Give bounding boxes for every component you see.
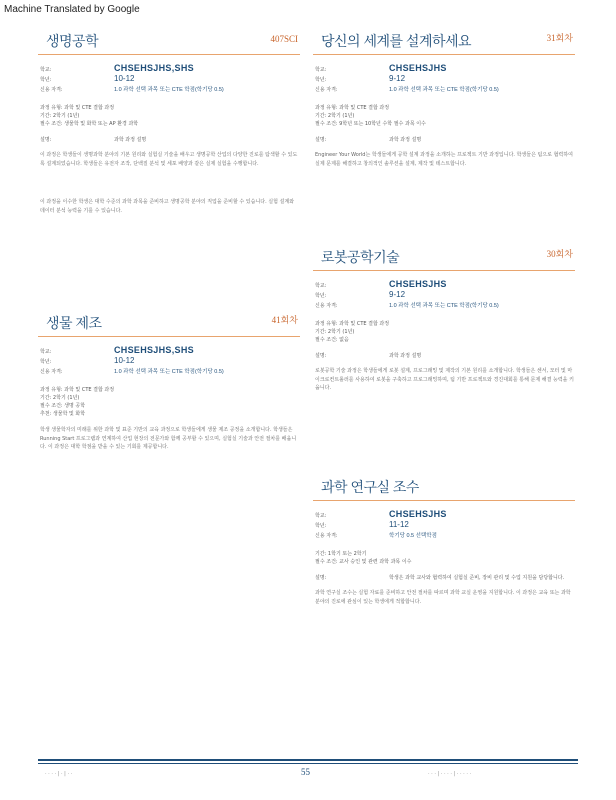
course-description: 로봇공학 기술 과정은 학생들에게 로봇 설계, 프로그래밍 및 제작의 기본 원리를 소개합니다. 학생들은 센서, 모터 및 마이크로컨트롤러를 사용하여 로봇을 구축하고 프로그래밍하며, 팀 기반 프로젝트와 경진대회를 통해 문제 해결 능력을 키웁니다. xyxy=(315,368,574,391)
course-description: 과학 연구실 조수는 실험 자료를 준비하고 안전 절차를 따르며 과학 교실 운영을 지원합니다. 이 과정은 교육 또는 과학 분야의 진로에 관심이 있는 학생에게 적합합니다. xyxy=(315,590,571,605)
course-block-robotics xyxy=(313,246,575,393)
school-value: CHSEHSJHS,SHS xyxy=(114,63,194,73)
course-code: 31회차 xyxy=(546,33,573,43)
course-meta-duration: 기간: 1학기 또는 2학기 xyxy=(315,551,367,557)
course-header xyxy=(38,30,300,55)
course-code: 41회차 xyxy=(271,315,298,325)
grade-value: 11-12 xyxy=(389,520,409,529)
credit-label: 신용 자격: xyxy=(315,87,338,93)
course-meta-duration: 기간: 2학기 (1년) xyxy=(315,329,355,335)
credit-value: 학기당 0.5 선택학점 xyxy=(389,533,437,539)
footer-left-text: · · · · | · | · · xyxy=(45,771,73,777)
grade-value: 9-12 xyxy=(389,74,406,83)
description-label: 설명: xyxy=(315,137,327,143)
course-title: 생명공학 xyxy=(46,33,99,49)
grade-label: 학년: xyxy=(40,77,52,83)
course-description: 이 과정을 이수한 학생은 대학 수준의 과학 과목을 준비하고 생명공학 분야의 직업을 준비할 수 있습니다. 실험 설계와 데이터 분석 능력을 기를 수 있습니다. xyxy=(40,199,295,214)
description-subhead: 과학 과정 설명 xyxy=(389,137,422,143)
credit-label: 신용 자격: xyxy=(40,369,63,375)
course-block-science-lab-assistant xyxy=(313,476,575,606)
course-meta-recommended: 추천: 생물학 및 화학 xyxy=(40,411,86,417)
credit-label: 신용 자격: xyxy=(315,303,338,309)
course-title: 당신의 세계를 설계하세요 xyxy=(321,33,472,49)
footer-right-text: · · · | · · · · | · · · · · xyxy=(428,771,472,777)
course-meta-type: 과정 유형: 과학 및 CTE 결합 과정 xyxy=(40,387,115,393)
course-meta-duration: 기간: 2학기 (1년) xyxy=(40,113,80,119)
course-block-biotechnology xyxy=(38,30,300,215)
grade-value: 10-12 xyxy=(114,74,135,83)
course-meta-type: 과정 유형: 과학 및 CTE 결합 과정 xyxy=(40,105,115,111)
page-number: 55 xyxy=(301,767,310,777)
school-label: 학교: xyxy=(315,513,327,519)
credit-value: 1.0 과학 선택 과목 또는 CTE 학점(학기당 0.5) xyxy=(389,87,499,93)
description-label: 설명: xyxy=(315,353,327,359)
course-block-biomanufacturing xyxy=(38,312,300,452)
machine-translation-banner: Machine Translated by Google xyxy=(4,4,140,15)
school-label: 학교: xyxy=(40,67,52,73)
course-description: Engineer Your World는 학생들에게 공학 설계 과정을 소개하는 프로젝트 기반 과정입니다. 학생들은 팀으로 협력하여 실제 문제를 해결하고 창의적인 솔루션을 설계, 제작 및 테스트합니다. xyxy=(315,152,573,167)
course-code: 407SCI xyxy=(270,34,298,44)
school-value: CHSEHSJHS xyxy=(389,509,447,519)
course-meta-prereq: 필수 조건: 생물학 및 화학 또는 AP 환경 과학 xyxy=(40,121,139,127)
school-value: CHSEHSJHS xyxy=(389,63,447,73)
course-header xyxy=(313,246,575,271)
description-subhead: 과학 과정 설명 xyxy=(389,353,422,359)
course-meta-type: 과정 유형: 과학 및 CTE 결합 과정 xyxy=(315,105,390,111)
footer-rule xyxy=(38,759,578,761)
school-label: 학교: xyxy=(40,349,52,355)
description-subhead: 과학 과정 설명 xyxy=(114,137,147,143)
course-meta-prereq: 필수 조건: 생명 공학 xyxy=(40,403,86,409)
grade-label: 학년: xyxy=(315,77,327,83)
description-label: 설명: xyxy=(40,137,52,143)
course-meta-type: 과정 유형: 과학 및 CTE 결합 과정 xyxy=(315,321,390,327)
course-description: 이 과정은 학생들이 생명과학 분야의 기본 원리와 실험실 기술을 배우고 생명공학 산업의 다양한 진로를 탐색할 수 있도록 설계되었습니다. 학생들은 유전자 조작, 단백질 분석 및 세포 배양과 같은 실제 실험을 수행합니다. xyxy=(40,152,298,167)
course-code: 30회차 xyxy=(546,249,573,259)
description-label: 설명: xyxy=(315,575,327,581)
description-text: 학생은 과학 교사와 협력하여 실험실 준비, 장비 관리 및 수업 지원을 담당합니다. xyxy=(389,575,565,581)
course-description: 학생 생물학자의 미래를 위한 과학 및 표준 기반의 교육 과정으로 학생들에게 생물 제조 공정을 소개합니다. 학생들은 Running Start 프로그램과 연계하여 산업 현장의 전문가와 함께 공부할 수 있으며, 실험실 기술과 안전 절차를 배웁니다. 이 과정은 대학 학점을 받을 수 있는 기회를 제공합니다. xyxy=(40,427,297,450)
credit-value: 1.0 과학 선택 과목 또는 CTE 학점(학기당 0.5) xyxy=(114,369,224,375)
credit-label: 신용 자격: xyxy=(40,87,63,93)
course-meta-prereq: 필수 조건: 9학년 또는 10학년 수학 필수 과목 이수 xyxy=(315,121,426,127)
course-meta-prereq: 필수 조건: 교사 승인 및 관련 과학 과목 이수 xyxy=(315,559,412,565)
course-title: 생물 제조 xyxy=(46,315,102,331)
course-header xyxy=(38,312,300,337)
course-header xyxy=(313,30,575,55)
grade-label: 학년: xyxy=(315,293,327,299)
course-title: 과학 연구실 조수 xyxy=(321,479,419,495)
grade-label: 학년: xyxy=(315,523,327,529)
course-meta-prereq: 필수 조건: 없음 xyxy=(315,337,349,343)
grade-value: 9-12 xyxy=(389,290,406,299)
footer-rule xyxy=(38,763,578,764)
school-label: 학교: xyxy=(315,283,327,289)
grade-label: 학년: xyxy=(40,359,52,365)
course-title: 로봇공학기술 xyxy=(321,249,400,265)
grade-value: 10-12 xyxy=(114,356,135,365)
credit-label: 신용 자격: xyxy=(315,533,338,539)
school-label: 학교: xyxy=(315,67,327,73)
course-header xyxy=(313,476,575,501)
school-value: CHSEHSJHS xyxy=(389,279,447,289)
credit-value: 1.0 과학 선택 과목 또는 CTE 학점(학기당 0.5) xyxy=(114,87,224,93)
course-block-engineer-your-world xyxy=(313,30,575,168)
course-meta-duration: 기간: 2학기 (1년) xyxy=(40,395,80,401)
credit-value: 1.0 과학 선택 과목 또는 CTE 학점(학기당 0.5) xyxy=(389,303,499,309)
school-value: CHSEHSJHS,SHS xyxy=(114,345,194,355)
course-meta-duration: 기간: 2학기 (1년) xyxy=(315,113,355,119)
